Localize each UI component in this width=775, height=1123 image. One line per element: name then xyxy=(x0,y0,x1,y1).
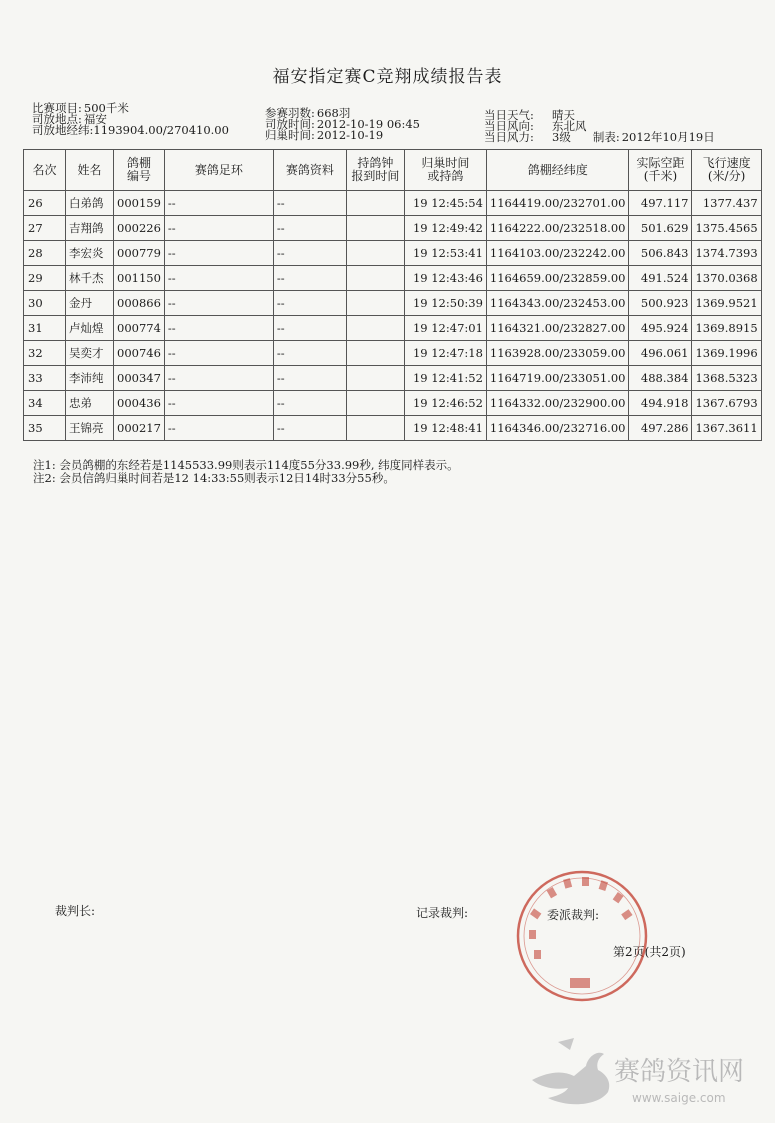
loft-no-cell: 000866 xyxy=(114,291,165,316)
loft-no-cell: 000436 xyxy=(114,391,165,416)
arrival-cell: 19 12:48:41 xyxy=(404,416,486,441)
ring-cell: -- xyxy=(164,416,273,441)
loft-no-cell: 000347 xyxy=(114,366,165,391)
loft-no-cell: 001150 xyxy=(114,266,165,291)
coords-cell: 1164222.00/232518.00 xyxy=(486,216,629,241)
info-cell: -- xyxy=(273,266,346,291)
weather-label: 当日天气: xyxy=(484,108,534,122)
distance-cell: 506.843 xyxy=(629,241,692,266)
count-value: 668羽 xyxy=(316,106,351,120)
clock-cell xyxy=(346,416,404,441)
speed-cell: 1374.7393 xyxy=(692,241,761,266)
info-cell: -- xyxy=(273,416,346,441)
loft-no-cell: 000217 xyxy=(114,416,165,441)
wind-dir-label: 当日风向: xyxy=(484,119,534,133)
ring-cell: -- xyxy=(164,291,273,316)
arrival-cell: 19 12:43:46 xyxy=(404,266,486,291)
col-arrival-header: 归巢时间 或持鸽 xyxy=(404,150,486,191)
clock-cell xyxy=(346,191,404,216)
col-ring-header: 赛鸽足环 xyxy=(164,150,273,191)
count-label: 参赛羽数: xyxy=(265,106,315,120)
distance-cell: 497.286 xyxy=(629,416,692,441)
col-loft-no-header: 鸽棚 编号 xyxy=(114,150,165,191)
return-row xyxy=(265,130,420,141)
rank-cell: 29 xyxy=(24,266,66,291)
speed-cell: 1369.1996 xyxy=(692,341,761,366)
ring-cell: -- xyxy=(164,216,273,241)
wind-force-row xyxy=(484,132,715,143)
coords-cell: 1164419.00/232701.00 xyxy=(486,191,629,216)
clock-cell xyxy=(346,216,404,241)
ring-cell: -- xyxy=(164,266,273,291)
col-coords-header: 鸽棚经纬度 xyxy=(486,150,629,191)
release-label: 司放时间: xyxy=(265,117,315,131)
coords-cell: 1164343.00/232453.00 xyxy=(486,291,629,316)
rank-cell: 34 xyxy=(24,391,66,416)
table-row xyxy=(24,216,762,241)
name-cell: 吉翔鸽 xyxy=(66,216,114,241)
col-speed-header: 飞行速度 (米/分) xyxy=(692,150,761,191)
ring-cell: -- xyxy=(164,316,273,341)
table-header-row xyxy=(24,150,762,191)
name-cell: 林千杰 xyxy=(66,266,114,291)
name-cell: 李沛纯 xyxy=(66,366,114,391)
distance-cell: 497.117 xyxy=(629,191,692,216)
speed-cell: 1367.3611 xyxy=(692,416,761,441)
table-row xyxy=(24,366,762,391)
weather-value: 晴天 xyxy=(552,108,575,122)
coords-cell: 1164103.00/232242.00 xyxy=(486,241,629,266)
release-value: 2012-10-19 06:45 xyxy=(316,117,420,131)
distance-cell: 494.918 xyxy=(629,391,692,416)
place-value: 福安 xyxy=(83,112,107,126)
ring-cell: -- xyxy=(164,341,273,366)
speed-cell: 1370.0368 xyxy=(692,266,761,291)
notes xyxy=(33,459,459,485)
meta-mid xyxy=(265,108,420,141)
loft-no-cell: 000779 xyxy=(114,241,165,266)
ring-cell: -- xyxy=(164,366,273,391)
arrival-cell: 19 12:53:41 xyxy=(404,241,486,266)
note-1: 注1: 会员鸽棚的东经若是1145533.99则表示114度55分33.99秒, 纬度同样表示。 xyxy=(33,458,459,472)
coords-cell: 1164332.00/232900.00 xyxy=(486,391,629,416)
rank-cell: 27 xyxy=(24,216,66,241)
arrival-cell: 19 12:41:52 xyxy=(404,366,486,391)
arrival-cell: 19 12:47:01 xyxy=(404,316,486,341)
watermark-logo xyxy=(528,1036,768,1114)
event-value: 500千米 xyxy=(83,101,129,115)
table-body xyxy=(24,191,762,441)
distance-cell: 501.629 xyxy=(629,216,692,241)
info-cell: -- xyxy=(273,341,346,366)
loft-no-cell: 000774 xyxy=(114,316,165,341)
results-table xyxy=(23,149,762,441)
clock-cell xyxy=(346,366,404,391)
clock-cell xyxy=(346,341,404,366)
clock-cell xyxy=(346,241,404,266)
ring-cell: -- xyxy=(164,191,273,216)
arrival-cell: 19 12:47:18 xyxy=(404,341,486,366)
name-cell: 卢灿煌 xyxy=(66,316,114,341)
arrival-cell: 19 12:45:54 xyxy=(404,191,486,216)
table-row xyxy=(24,291,762,316)
table-row xyxy=(24,341,762,366)
speed-cell: 1377.437 xyxy=(692,191,761,216)
info-cell: -- xyxy=(273,391,346,416)
watermark-name: 赛鸽资讯网 xyxy=(614,1057,745,1087)
rank-cell: 32 xyxy=(24,341,66,366)
ring-cell: -- xyxy=(164,391,273,416)
wind-force-value: 3级 xyxy=(552,130,571,144)
return-value: 2012-10-19 xyxy=(316,128,384,142)
col-info-header: 赛鸽资料 xyxy=(273,150,346,191)
event-label: 比赛项目: xyxy=(32,101,82,115)
coords-cell: 1164719.00/233051.00 xyxy=(486,366,629,391)
distance-cell: 496.061 xyxy=(629,341,692,366)
lonlat-row xyxy=(32,125,229,136)
distance-cell: 491.524 xyxy=(629,266,692,291)
note-2: 注2: 会员信鸽归巢时间若是12 14:33:55则表示12日14时33分55秒。 xyxy=(33,471,395,485)
official-seal-stamp xyxy=(512,866,652,1006)
watermark-url: www.saige.com xyxy=(632,1091,726,1105)
page-title: 福安指定赛C竞翔成绩报告表 xyxy=(272,67,503,87)
place-label: 司放地点: xyxy=(32,112,82,126)
arrival-cell: 19 12:46:52 xyxy=(404,391,486,416)
recorder-referee-label: 记录裁判: xyxy=(416,906,469,920)
return-label: 归巢时间: xyxy=(265,128,315,142)
page-number: 第2页(共2页) xyxy=(613,945,686,959)
rank-cell: 30 xyxy=(24,291,66,316)
info-cell: -- xyxy=(273,241,346,266)
rank-cell: 31 xyxy=(24,316,66,341)
info-cell: -- xyxy=(273,216,346,241)
lonlat-value: 1193904.00/270410.00 xyxy=(93,123,229,137)
coords-cell: 1164659.00/232859.00 xyxy=(486,266,629,291)
appointed-referee-label: 委派裁判: xyxy=(547,908,600,922)
table-row xyxy=(24,266,762,291)
coords-cell: 1164321.00/232827.00 xyxy=(486,316,629,341)
rank-cell: 35 xyxy=(24,416,66,441)
clock-cell xyxy=(346,291,404,316)
speed-cell: 1367.6793 xyxy=(692,391,761,416)
name-cell: 白弟鸽 xyxy=(66,191,114,216)
table-row xyxy=(24,391,762,416)
speed-cell: 1368.5323 xyxy=(692,366,761,391)
chief-referee-label: 裁判长: xyxy=(55,904,96,918)
loft-no-cell: 000746 xyxy=(114,341,165,366)
meta-right xyxy=(484,110,715,143)
clock-cell xyxy=(346,391,404,416)
loft-no-cell: 000226 xyxy=(114,216,165,241)
ring-cell: -- xyxy=(164,241,273,266)
coords-cell: 1164346.00/232716.00 xyxy=(486,416,629,441)
clock-cell xyxy=(346,266,404,291)
col-rank-header: 名次 xyxy=(24,150,66,191)
name-cell: 吴奕才 xyxy=(66,341,114,366)
col-name-header: 姓名 xyxy=(66,150,114,191)
speed-cell: 1375.4565 xyxy=(692,216,761,241)
pigeon-logo-icon xyxy=(532,1038,609,1104)
speed-cell: 1369.8915 xyxy=(692,316,761,341)
rank-cell: 33 xyxy=(24,366,66,391)
made-label: 制表: xyxy=(592,130,620,144)
table-row xyxy=(24,241,762,266)
clock-cell xyxy=(346,316,404,341)
info-cell: -- xyxy=(273,366,346,391)
made-value: 2012年10月19日 xyxy=(621,130,715,144)
col-distance-header: 实际空距 (千米) xyxy=(629,150,692,191)
distance-cell: 500.923 xyxy=(629,291,692,316)
name-cell: 金丹 xyxy=(66,291,114,316)
meta-left xyxy=(32,103,229,136)
wind-dir-value: 东北风 xyxy=(552,119,587,133)
lonlat-label: 司放地经纬: xyxy=(32,123,94,137)
info-cell: -- xyxy=(273,291,346,316)
table-row xyxy=(24,316,762,341)
loft-no-cell: 000159 xyxy=(114,191,165,216)
table-row xyxy=(24,416,762,441)
wind-force-label: 当日风力: xyxy=(484,130,534,144)
coords-cell: 1163928.00/233059.00 xyxy=(486,341,629,366)
arrival-cell: 19 12:50:39 xyxy=(404,291,486,316)
info-cell: -- xyxy=(273,191,346,216)
distance-cell: 495.924 xyxy=(629,316,692,341)
rank-cell: 26 xyxy=(24,191,66,216)
col-clock-header: 持鸽钟 报到时间 xyxy=(346,150,404,191)
rank-cell: 28 xyxy=(24,241,66,266)
speed-cell: 1369.9521 xyxy=(692,291,761,316)
name-cell: 李宏炎 xyxy=(66,241,114,266)
distance-cell: 488.384 xyxy=(629,366,692,391)
info-cell: -- xyxy=(273,316,346,341)
name-cell: 王锦亮 xyxy=(66,416,114,441)
arrival-cell: 19 12:49:42 xyxy=(404,216,486,241)
table-row xyxy=(24,191,762,216)
name-cell: 忠弟 xyxy=(66,391,114,416)
